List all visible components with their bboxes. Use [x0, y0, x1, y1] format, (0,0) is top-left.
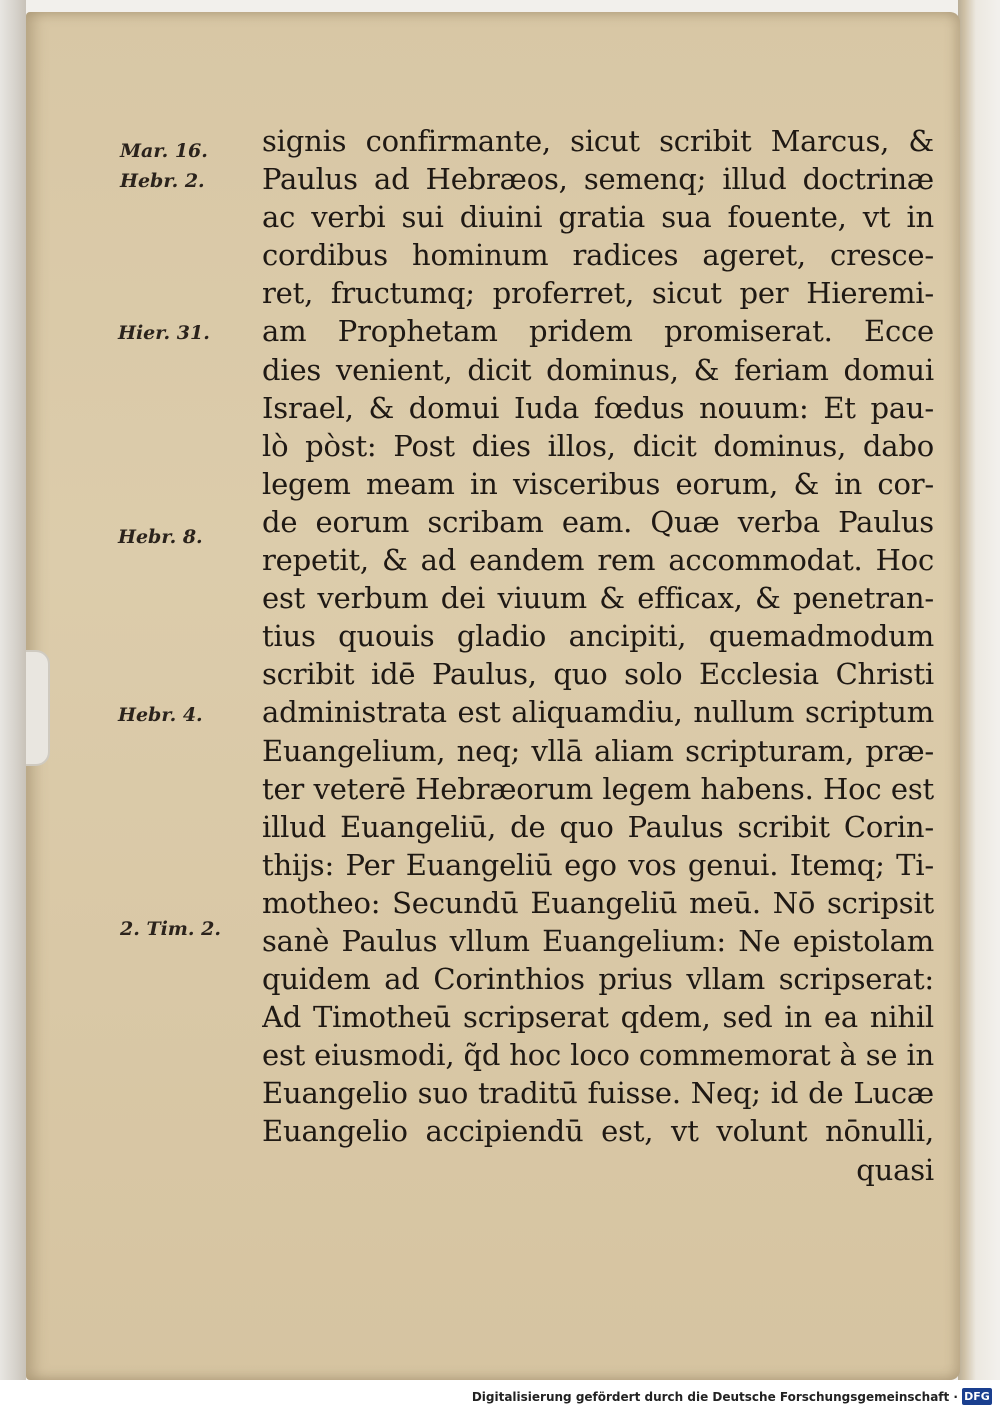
text-line: ter veterē Hebræorum legem habens. Hoc est	[262, 771, 934, 806]
text-line: motheo: Secundū Euangeliū meū. Nō scripsit	[262, 885, 934, 920]
text-line: Euangelium, neq; vllā aliam scripturam, præ-	[262, 733, 934, 768]
text-line: ret, fructumq; proferret, sicut per Hieremi-	[262, 276, 934, 311]
margin-note: Hebr. 2.	[120, 170, 205, 192]
text-line: quidem ad Corinthios prius vllam scripserat:	[262, 962, 934, 997]
margin-note: Hebr. 8.	[118, 526, 203, 548]
footer-bar	[0, 1380, 1000, 1415]
text-line: dies venient, dicit dominus, & feriam domui	[262, 352, 934, 387]
text-line: Ad Timotheū scripserat qdem, sed in ea nihil	[262, 1000, 934, 1035]
text-line: est verbum dei viuum & efficax, & penetran-	[262, 581, 934, 616]
text-line: Paulus ad Hebræos, semenq; illud doctrinæ	[262, 162, 934, 197]
text-line: thijs: Per Euangeliū ego vos genui. Itemq; Ti-	[262, 847, 934, 882]
text-line: illud Euangeliū, de quo Paulus scribit Corin-	[262, 809, 934, 844]
text-line: est eiusmodi, q̃d hoc loco commemorat à se in	[262, 1038, 934, 1073]
text-line: repetit, & ad eandem rem accommodat. Hoc	[262, 543, 934, 578]
text-line: am Prophetam pridem promiserat. Ecce	[262, 314, 934, 349]
margin-note: Mar. 16.	[120, 140, 208, 162]
margin-note: 2. Tim. 2.	[120, 918, 221, 940]
dfg-logo: DFG	[962, 1388, 992, 1405]
left-edge	[0, 0, 26, 1415]
text-line: legem meam in visceribus eorum, & in cor-	[262, 466, 934, 501]
text-line: cordibus hominum radices ageret, cresce-	[262, 238, 934, 273]
text-line: Euangelio accipiendū est, vt volunt nōnulli,	[262, 1114, 934, 1149]
text-line: sanè Paulus vllum Euangelium: Ne epistolam	[262, 923, 934, 958]
text-line: Israel, & domui Iuda fœdus nouum: Et pau-	[262, 390, 934, 425]
catchword: quasi	[856, 1152, 934, 1187]
margin-note: Hebr. 4.	[118, 704, 203, 726]
page-tab-notch	[26, 650, 50, 766]
funding-credit: Digitalisierung gefördert durch die Deutsche Forschungsgemeinschaft ·	[471, 1390, 958, 1404]
right-edge	[958, 0, 1000, 1380]
text-line: Euangelio suo traditū fuisse. Neq; id de Lucæ	[262, 1076, 934, 1111]
body-text	[262, 122, 934, 1189]
text-line: ac verbi sui diuini gratia sua fouente, vt in	[262, 200, 934, 235]
text-line: signis confirmante, sicut scribit Marcus, &	[262, 124, 934, 158]
text-line: de eorum scribam eam. Quæ verba Paulus	[262, 504, 934, 539]
text-line: tius quouis gladio ancipiti, quemadmodum	[262, 619, 934, 654]
text-line: administrata est aliquamdiu, nullum scriptum	[262, 695, 934, 730]
text-line: lò pòst: Post dies illos, dicit dominus, dabo	[262, 428, 934, 463]
margin-note: Hier. 31.	[118, 322, 210, 344]
text-line: scribit idē Paulus, quo solo Ecclesia Christi	[262, 657, 934, 692]
